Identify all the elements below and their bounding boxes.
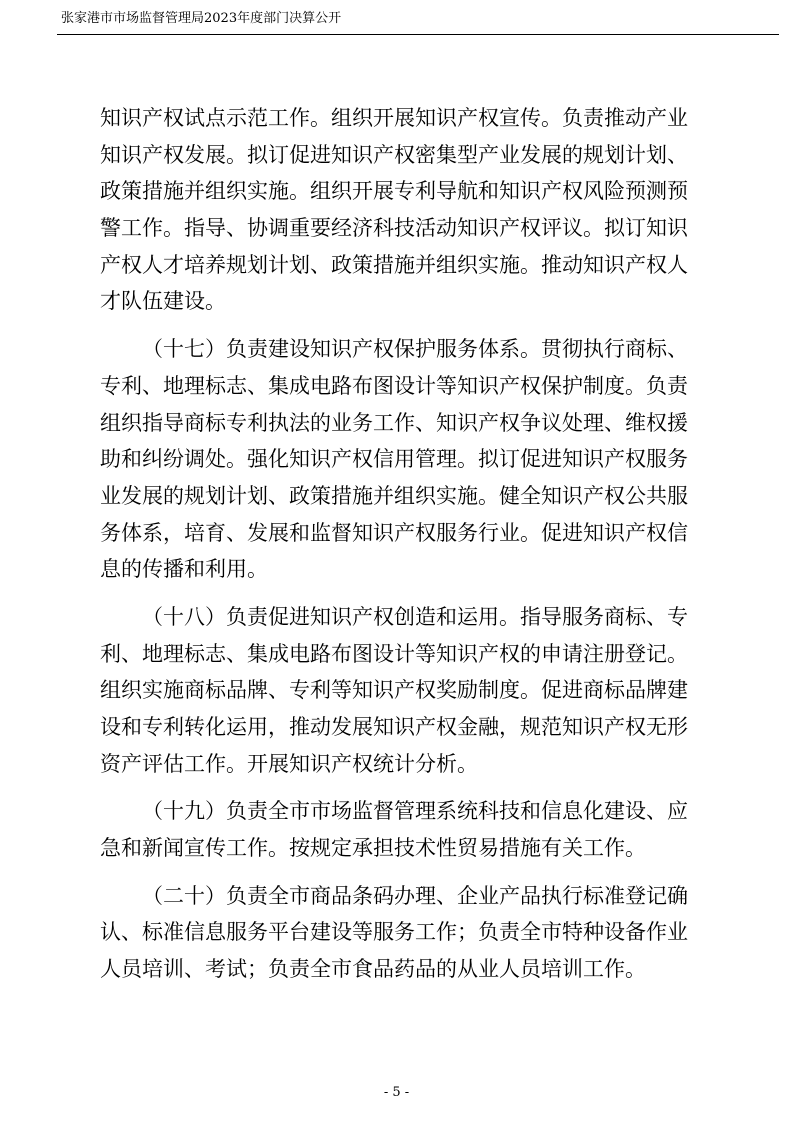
page-header: 张家港市市场监督管理局2023年度部门决算公开 bbox=[61, 11, 342, 26]
text-line: 急和新闻宣传工作。按规定承担技术性贸易措施有关工作。 bbox=[100, 836, 646, 861]
text-line: 才队伍建设。 bbox=[100, 289, 226, 314]
paragraph-item-19 bbox=[100, 793, 720, 866]
text-line: 警工作。指导、协调重要经济科技活动知识产权评议。拟订知识 bbox=[100, 216, 688, 241]
paragraph-item-17 bbox=[100, 331, 720, 588]
text-line: 利、地理标志、集成电路布图设计等知识产权的申请注册登记。 bbox=[100, 641, 688, 666]
text-line: 息的传播和利用。 bbox=[100, 557, 268, 582]
text-line: 资产评估工作。开展知识产权统计分析。 bbox=[100, 751, 478, 776]
text-line: （十七）负责建设知识产权保护服务体系。贯彻执行商标、 bbox=[142, 337, 688, 362]
header-rule bbox=[57, 34, 779, 35]
text-line: 产权人才培养规划计划、政策措施并组织实施。推动知识产权人 bbox=[100, 252, 688, 277]
paragraph-item-18 bbox=[100, 599, 720, 782]
text-line: 人员培训、考试；负责全市食品药品的从业人员培训工作。 bbox=[100, 957, 646, 982]
text-line: 组织实施商标品牌、专利等知识产权奖励制度。促进商标品牌建 bbox=[100, 678, 688, 703]
text-line: 专利、地理标志、集成电路布图设计等知识产权保护制度。负责 bbox=[100, 373, 688, 398]
paragraph-item-20 bbox=[100, 878, 720, 988]
text-line: （二十）负责全市商品条码办理、企业产品执行标准登记确 bbox=[142, 883, 688, 908]
text-line: （十八）负责促进知识产权创造和运用。指导服务商标、专 bbox=[142, 604, 688, 629]
document-body bbox=[100, 100, 720, 988]
text-line: 知识产权试点示范工作。组织开展知识产权宣传。负责推动产业 bbox=[100, 106, 688, 130]
page-number: - 5 - bbox=[383, 1085, 410, 1100]
text-line: （十九）负责全市市场监督管理系统科技和信息化建设、应 bbox=[142, 799, 688, 824]
text-line: 认、标准信息服务平台建设等服务工作；负责全市特种设备作业 bbox=[100, 920, 688, 945]
text-line: 助和纠纷调处。强化知识产权信用管理。拟订促进知识产权服务 bbox=[100, 447, 688, 472]
text-line: 务体系，培育、发展和监督知识产权服务行业。促进知识产权信 bbox=[100, 520, 688, 545]
text-line: 知识产权发展。拟订促进知识产权密集型产业发展的规划计划、 bbox=[100, 142, 688, 167]
text-line: 政策措施并组织实施。组织开展专利导航和知识产权风险预测预 bbox=[100, 179, 688, 204]
paragraph-continuation bbox=[100, 100, 720, 320]
text-line: 业发展的规划计划、政策措施并组织实施。健全知识产权公共服 bbox=[100, 483, 688, 508]
text-line: 设和专利转化运用，推动发展知识产权金融，规范知识产权无形 bbox=[100, 715, 688, 739]
text-line: 组织指导商标专利执法的业务工作、知识产权争议处理、维权援 bbox=[100, 410, 688, 435]
